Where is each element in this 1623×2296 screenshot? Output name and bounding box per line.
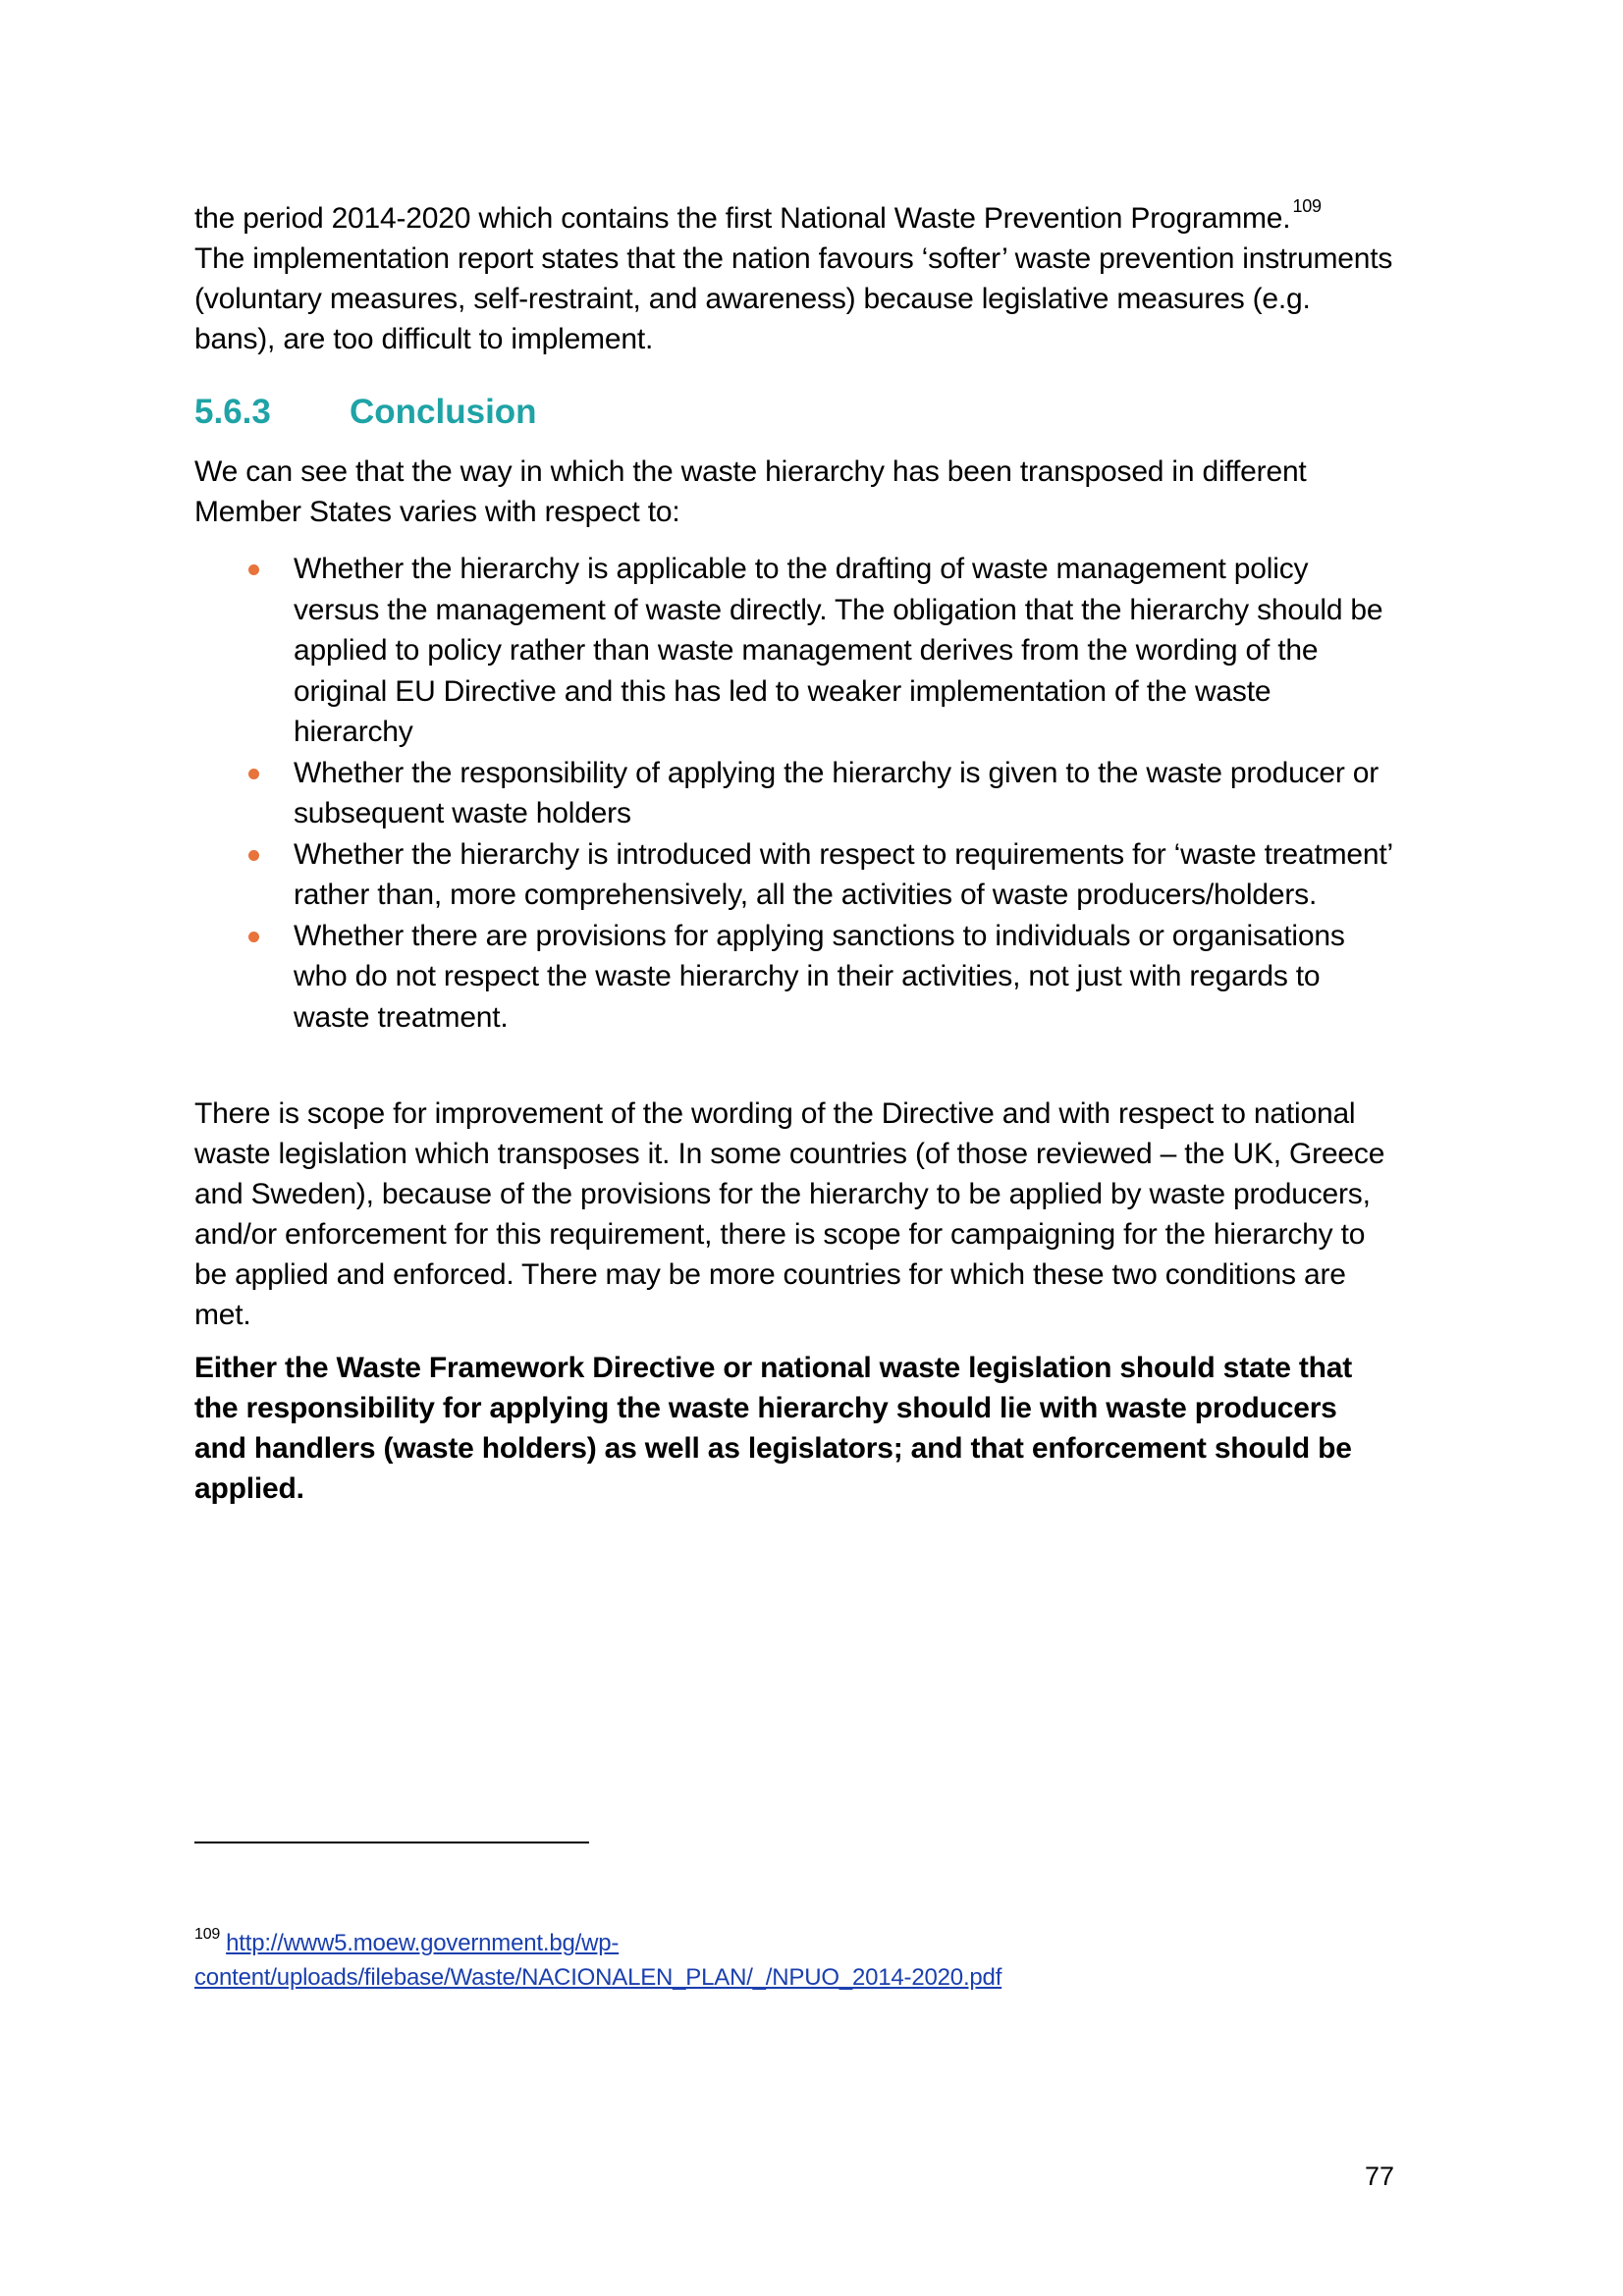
footnote-number: 109: [194, 1926, 221, 1943]
footnote-reference[interactable]: 109: [1292, 196, 1322, 216]
footnote-link[interactable]: [194, 1930, 1001, 1991]
page-number: 77: [1364, 2162, 1394, 2191]
section-number: 5.6.3: [194, 393, 271, 431]
list-item-text: Whether the hierarchy is applicable to the drafting of waste management policy versus the management of waste directly. The obligation that the hierarchy should be applied to policy rather than waste management derives from the wording of the original EU Directive and this has led to weaker implementation of the waste hierarchy: [294, 553, 1383, 748]
footnote-separator: [194, 1842, 589, 1843]
bullet-icon: [248, 564, 259, 575]
bullet-icon: [248, 932, 259, 942]
lead-paragraph: We can see that the way in which the waste hierarchy has been transposed in different Member States varies with respect to:: [194, 455, 1307, 528]
section-title: Conclusion: [350, 393, 537, 431]
section-heading: [194, 391, 537, 434]
footnote-link-line1[interactable]: http://www5.moew.government.bg/wp-: [226, 1930, 620, 1956]
footnote-link-line2[interactable]: content/uploads/filebase/Waste/NACIONALEN_PLAN/_/NPUO_2014-2020.pdf: [194, 1964, 1002, 1991]
bullet-icon: [248, 769, 259, 779]
list-item: [194, 916, 1394, 1039]
list-item: [194, 834, 1394, 916]
list-item-text: Whether the hierarchy is introduced with respect to requirements for ‘waste treatment’ rather than, more comprehensively, all the activities of waste producers/holders.: [294, 837, 1392, 911]
list-item: [194, 549, 1394, 753]
intro-text: the period 2014-2020 which contains the first National Waste Prevention Programme.: [194, 202, 1291, 235]
intro-text-continued: The implementation report states that the nation favours ‘softer’ waste prevention instruments (voluntary measures, self-restraint, and awareness) because legislative measures (e.g. bans), are too difficult to implement.: [194, 242, 1393, 355]
footnote: [194, 1926, 1394, 1995]
bullet-icon: [248, 850, 259, 861]
list-item: [194, 753, 1394, 834]
recommendation-paragraph: Either the Waste Framework Directive or national waste legislation should state that the responsibility for applying the waste hierarchy should lie with waste producers and handlers (waste holders) as well as legislators; and that enforcement should be applied.: [194, 1352, 1353, 1505]
intro-paragraph: [194, 198, 1394, 359]
criteria-list: [194, 549, 1394, 1038]
list-item-text: Whether the responsibility of applying the hierarchy is given to the waste producer or subsequent waste holders: [294, 756, 1380, 829]
list-item-text: Whether there are provisions for applying sanctions to individuals or organisations who do not respect the waste hierarchy in their activities, not just with regards to waste treatment.: [294, 919, 1345, 1034]
scope-paragraph: There is scope for improvement of the wording of the Directive and with respect to national waste legislation which transposes it. In some countries (of those reviewed – the UK, Greece and Sweden), because of the provisions for the hierarchy to be applied by waste producers, and/or enforcement for this requirement, there is scope for campaigning for the hierarchy to be applied and enforced. There may be more countries for which these two conditions are met.: [194, 1097, 1385, 1331]
